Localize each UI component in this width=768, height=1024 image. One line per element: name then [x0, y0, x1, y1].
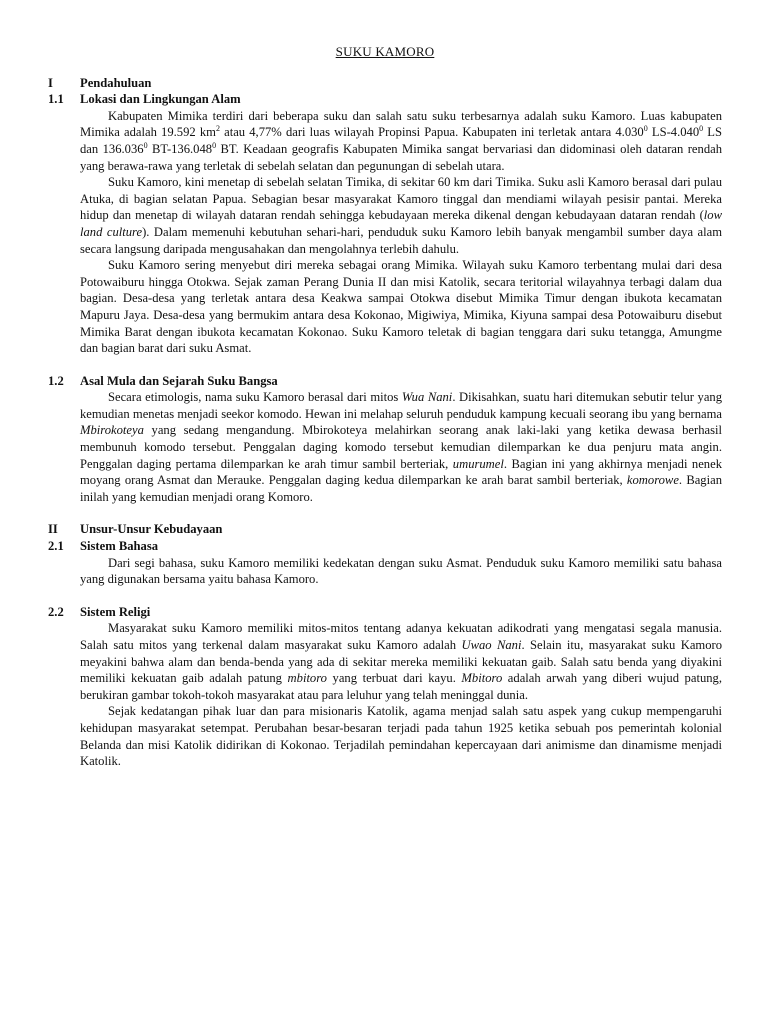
- section-title: Asal Mula dan Sejarah Suku Bangsa: [80, 373, 278, 388]
- section-heading-2: [48, 521, 722, 538]
- section-number: 2.2: [48, 604, 64, 619]
- paragraph-catholic-mission: Sejak kedatangan pihak luar dan para misionaris Katolik, agama menjad salah satu aspek yang cukup mempengaruhi kehidupan masyarakat setempat. Perubahan besar-besaran terjadi pada tahun 1925 ketika sebuah pos pemerintah kolonial Belanda dan misi Katolik didirikan di Kokonao. Terjadilah pemindahan kepercayaan dari animisme dan dinamisme menjadi Katolik.: [80, 704, 722, 769]
- paragraph-religion: Masyarakat suku Kamoro memiliki mitos-mitos tentang adanya kekuatan adikodrati yang mengatasi segala manusia. Salah satu mitos yang terkenal dalam masyarakat suku Kamoro adalah Uwao Nani. Selain itu, masyarakat suku Kamoro meyakini bahwa alam dan benda-benda yang ada di sekitar mereka memiliki kekuatan gaib. Salah satu benda yang diyakini memiliki kekuatan gaib adalah patung mbitoro yang terbuat dari kayu. Mbitoro adalah arwah yang diberi wujud patung, berukiran gambar tokoh-tokoh masyarakat atau para leluhur yang telah meninggal dunia.: [80, 621, 723, 702]
- section-number: I: [48, 75, 53, 90]
- section-body-1-2: [80, 389, 722, 505]
- section-heading-2-2: [48, 604, 722, 621]
- paragraph-origin: Secara etimologis, nama suku Kamoro berasal dari mitos Wua Nani. Dikisahkan, suatu hari ditemukan sebutir telur yang kemudian menetas menjadi seekor komodo. Hewan ini melahap seluruh penduduk kampung kecuali seorang ibu yang bernama Mbirokoteya yang sedang mengandung. Mbirokoteya melahirkan seorang anak laki-laki yang ketika dewasa berhasil membunuh komodo tersebut. Penggalan daging komodo tersebut kemudian dilemparkan ke dua penjuru mata angin. Penggalan daging pertama dilemparkan ke arah timur sambil berteriak, umurumel. Bagian ini yang akhirnya menjadi nenek moyang orang Asmat dan Merauke. Penggalan daging kedua dilemparkan ke arah barat sambil berteriak, komorowe. Bagian inilah yang kemudian menjadi orang Komoro.: [80, 390, 722, 504]
- paragraph-language: Dari segi bahasa, suku Kamoro memiliki kedekatan dengan suku Asmat. Penduduk suku Kamoro memiliki satu bahasa yang digunakan bersama yaitu bahasa Kamoro.: [80, 555, 722, 587]
- section-heading-1: [48, 75, 722, 92]
- paragraph-settlement: Suku Kamoro, kini menetap di sebelah selatan Timika, di sekitar 60 km dari Timika. Suku asli Kamoro berasal dari pulau Atuka, di bagian selatan Papua. Sebagian besar masyarakat Kamoro tinggal dan mendiami wilayah pesisir pantai. Mereka hidup dan menetap di wilayah dataran rendah sehingga kebudayaan mereka dikenal dengan kebudayaan dataran rendah (low land culture). Dalam memenuhi kebutuhan sehari-hari, penduduk suku Kamoro lebih banyak mengambil sumber daya alam secara langsung daripada mengusahakan dan mengolahnya terlebih dahulu.: [80, 175, 722, 256]
- section-number: 2.1: [48, 539, 64, 554]
- section-heading-2-1: [48, 538, 722, 555]
- section-title: Pendahuluan: [80, 75, 152, 90]
- section-title: Sistem Religi: [80, 604, 151, 619]
- section-title: Sistem Bahasa: [80, 539, 159, 554]
- section-title: Lokasi dan Lingkungan Alam: [80, 92, 241, 107]
- section-number: 1.2: [48, 373, 64, 388]
- section-body-1-1: [80, 108, 722, 357]
- section-title: Unsur-Unsur Kebudayaan: [80, 522, 223, 537]
- section-body-2-2: [80, 620, 722, 769]
- section-number: II: [48, 522, 58, 537]
- paragraph-location: Kabupaten Mimika terdiri dari beberapa suku dan salah satu suku terbesarnya adalah suku Kamoro. Luas kabupaten Mimika adalah 19.592 $km^2$ atau 4,77% dari luas wilayah Propinsi Papua. Kabupaten ini terletak antara 4.030$^0$ LS-4.040$^0$ LS dan 136.036$^0$ BT-136.048$^0$ BT. Keadaan geografis Kabupaten Mimika sangat bervariasi dan didominasi oleh dataran rendah yang berawa-rawa yang terletak di sebelah selatan dan pegunungan di sebelah utara.: [80, 108, 722, 173]
- section-body-2-1: [80, 555, 722, 588]
- paragraph-territory: Suku Kamoro sering menyebut diri mereka sebagai orang Mimika. Wilayah suku Kamoro terbentang mulai dari desa Potowaiburu hingga Otokwa. Sejak zaman Perang Dunia II dan misi Katolik, secara teritorial wilayahnya terbagi dalam dua bagian. Desa-desa yang terletak antara desa Keakwa sampai Otokwa disebut Mimika Timur dengan ibukota kecamatan Mapuru Jaya. Desa-desa yang bermukim antara desa Kokonao, Migiwiya, Mimika, Kiyuna sampai desa Potowaiburu disebut Mimika Barat dengan ibukota kecamatan Kokonao. Suku Kamoro teletak di bagian tenggara dari suku tetangga, Amungme dan bagian barat dari suku Asmat.: [80, 258, 722, 356]
- section-heading-1-1: [48, 91, 722, 108]
- section-heading-1-2: [48, 373, 722, 390]
- document-title: SUKU KAMORO: [335, 44, 435, 59]
- section-number: 1.1: [48, 92, 64, 107]
